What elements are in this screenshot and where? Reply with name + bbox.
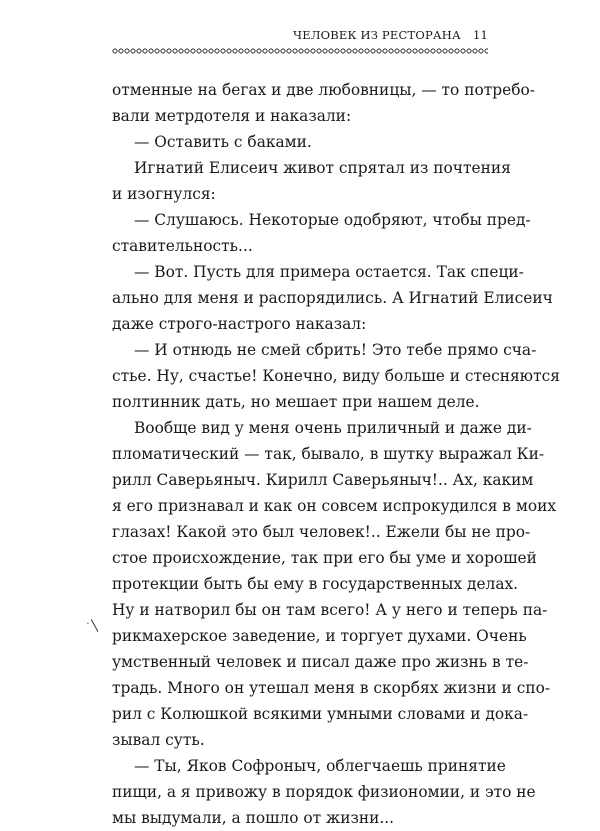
text-line: — Оставить с баками. bbox=[134, 133, 312, 151]
running-title: ЧЕЛОВЕК ИЗ РЕСТОРАНА bbox=[293, 28, 461, 42]
text-line: стье. Ну, счастье! Конечно, виду больше и стесняются bbox=[112, 367, 560, 385]
text-line: вали метрдотеля и наказали: bbox=[112, 107, 352, 125]
text-line: ставительность... bbox=[112, 237, 253, 255]
text-line: рил с Колюшкой всякими умными словами и дока- bbox=[112, 705, 529, 723]
pencil-mark: ׄ⁄ bbox=[86, 619, 104, 632]
text-line: традь. Много он утешал меня в скорбях жизни и спо- bbox=[112, 679, 551, 697]
text-line: рилл Саверьяныч. Кирилл Саверьяныч!.. Ах, каким bbox=[112, 471, 534, 489]
ornamental-rule bbox=[112, 47, 488, 55]
text-line: мы выдумали, а пошло от жизни... bbox=[112, 809, 395, 827]
text-line: умственный человек и писал даже про жизнь в те- bbox=[112, 653, 529, 671]
text-line: я его признавал и как он совсем испрокудился в моих bbox=[112, 497, 557, 515]
text-line: — Ты, Яков Софроныч, облегчаешь принятие bbox=[134, 757, 506, 775]
text-line: Ну и натворил бы он там всего! А у него и теперь па- bbox=[112, 601, 548, 619]
text-line: Вообще вид у меня очень приличный и даже ди- bbox=[134, 419, 532, 437]
text-line: протекции быть бы ему в государственных делах. bbox=[112, 575, 519, 593]
text-line: и изогнулся: bbox=[112, 185, 216, 203]
text-line: зывал суть. bbox=[112, 731, 205, 749]
text-line: стое происхождение, так при его бы уме и хорошей bbox=[112, 549, 537, 567]
text-line: пищи, а я привожу в порядок физиономии, и это не bbox=[112, 783, 536, 801]
text-line: — Вот. Пусть для примера остается. Так специ- bbox=[134, 263, 524, 281]
text-line: — И отнюдь не смей сбрить! Это тебе прямо сча- bbox=[134, 341, 537, 359]
text-line: ально для меня и распорядились. А Игнатий Елисеич bbox=[112, 289, 553, 307]
book-page bbox=[112, 28, 560, 831]
text-line: отменные на бегах и две любовницы, — то потребо- bbox=[112, 81, 535, 99]
body-text bbox=[112, 77, 560, 831]
text-line: пломатический — так, бывало, в шутку выражал Ки- bbox=[112, 445, 545, 463]
text-line: полтинник дать, но мешает при нашем деле. bbox=[112, 393, 480, 411]
running-head bbox=[112, 28, 488, 44]
text-line: рикмахерское заведение, и торгует духами. Очень bbox=[112, 627, 527, 645]
text-line: — Слушаюсь. Некоторые одобряют, чтобы пред- bbox=[134, 211, 531, 229]
text-line: даже строго-настрого наказал: bbox=[112, 315, 367, 333]
page-number: 11 bbox=[472, 28, 488, 42]
text-line: Игнатий Елисеич живот спрятал из почтения bbox=[134, 159, 511, 177]
text-line: глазах! Какой это был человек!.. Ежели бы не про- bbox=[112, 523, 531, 541]
